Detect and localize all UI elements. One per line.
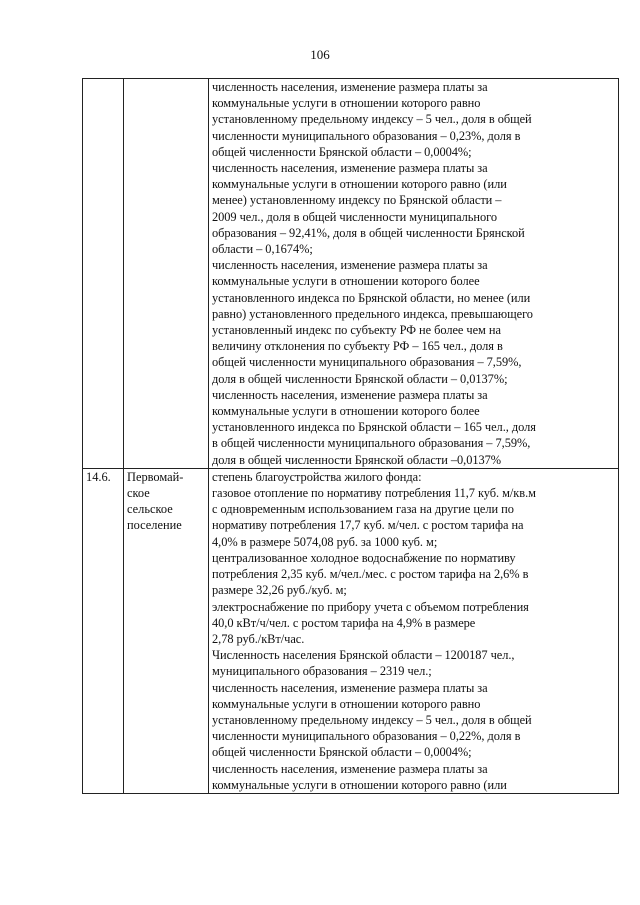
- page-number: 106: [310, 47, 330, 62]
- row-number-cell: 14.6.: [83, 468, 124, 793]
- settlement-name: Первомай- ское сельское поселение: [127, 469, 184, 533]
- description-text: численность населения, изменение размера платы за коммунальные услуги в отношении которого равно установленному предельному индексу – 5 чел., доля в общей численности муниципального образования – 0,23%, доля в общей численности Брянской области – 0,0004%; численность населения, изменение размера платы за коммунальные услуги в отношении которого равно (или менее) установленному индексу по Брянской области – 2009 чел., доля в общей численности муниципального образования – 92,41%, доля в общей численности Брянской области – 0,1674%; численность населения, изменение размера платы за коммунальные услуги в отношении которого более установленного индекса по Брянской области, но менее (или равно) установленного предельного индекса, превышающего установленный индекс по субъекту РФ не более чем на величину отклонения по субъекту РФ – 165 чел., доля в общей численности муниципального образования – 7,59%, доля в общей численности Брянской области – 0,0137%; численность населения, изменение размера платы за коммунальные услуги в отношении которого более установленного индекса по Брянской области – 165 чел., доля в общей численности муниципального образования – 7,59%, доля в общей численности Брянской области –0,0137%: [212, 80, 536, 467]
- description-cell: [209, 79, 619, 469]
- table-row: [83, 79, 619, 469]
- description-cell: [209, 468, 619, 793]
- document-table: [82, 78, 619, 794]
- row-number-cell: [83, 79, 124, 469]
- description-text: степень благоустройства жилого фонда: газовое отопление по нормативу потребления 11,7 куб. м/кв.м с одновременным использованием газа на другие цели по нормативу потребления 17,7 куб. м/чел. с ростом тарифа на 4,0% в размере 5074,08 руб. за 1000 куб. м; централизованное холодное водоснабжение по нормативу потребления 2,35 куб. м/чел./мес. с ростом тарифа на 2,6% в размере 32,26 руб./куб. м; электроснабжение по прибору учета с объемом потребления 40,0 кВт/ч/чел. с ростом тарифа на 4,9% в размере 2,78 руб./кВт/час. Численность населения Брянской области – 1200187 чел., муниципального образования – 2319 чел.; численность населения, изменение размера платы за коммунальные услуги в отношении которого равно установленному предельному индексу – 5 чел., доля в общей численности муниципального образования – 0,22%, доля в общей численности Брянской области – 0,0004%; численность населения, изменение размера платы за коммунальные услуги в отношении которого равно (или: [212, 469, 536, 792]
- table-row: [83, 468, 619, 793]
- settlement-name-cell: [124, 79, 209, 469]
- settlement-name-cell: [124, 468, 209, 793]
